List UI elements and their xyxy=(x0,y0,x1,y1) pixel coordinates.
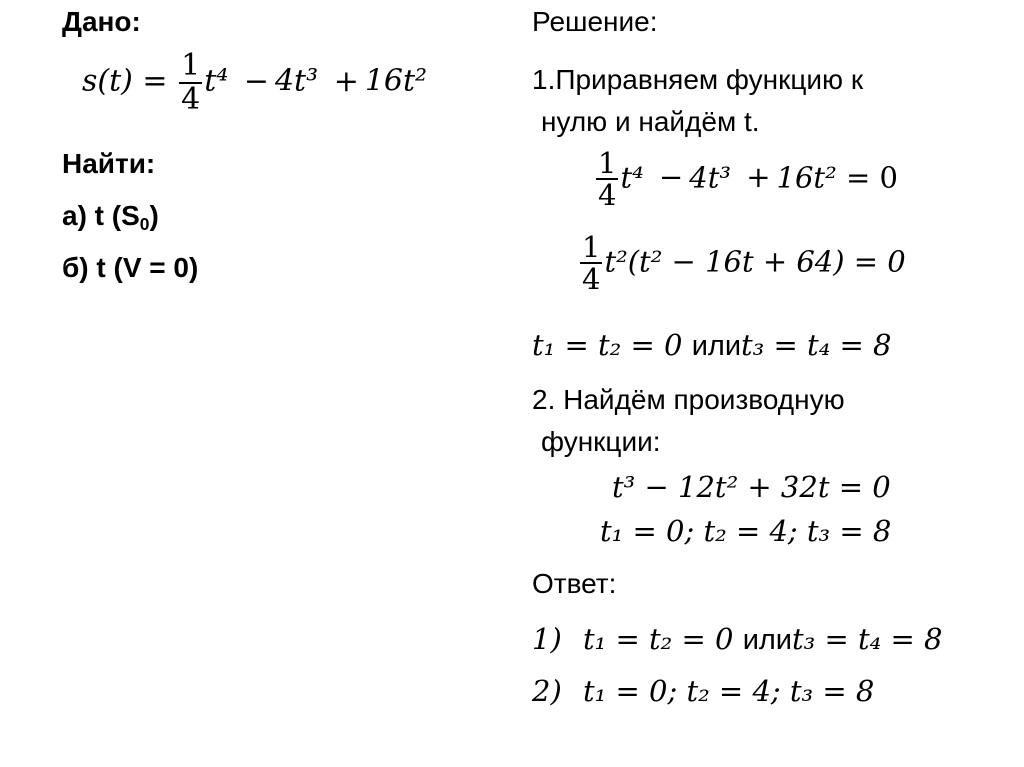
given-term-4t3: 4t³ xyxy=(274,63,319,99)
eq1-term-4t3: 4t³ xyxy=(689,160,731,195)
roots1-b: t₃ = t₄ = 8 xyxy=(741,328,892,362)
eq1-fraction-numerator: 1 xyxy=(598,146,617,180)
eq1-fraction-denominator: 4 xyxy=(598,178,617,213)
solution-heading: Решение: xyxy=(532,6,658,37)
step2-text-line2: функции: xyxy=(541,426,661,457)
step1-text-line1: 1.Приравняем функцию к xyxy=(532,64,864,95)
step2-text-line1: 2. Найдём производную xyxy=(532,384,845,415)
find-item-b: б) t (V = 0) xyxy=(62,252,199,283)
eq1-rhs: = 0 xyxy=(845,160,898,195)
answer-item-1-number: 1) xyxy=(532,622,562,656)
equation-1 xyxy=(594,148,898,211)
eq2-term-t2: t² xyxy=(604,244,628,279)
answer-item-1-a: t₁ = t₂ = 0 xyxy=(582,622,734,656)
eq2-parenthesized: (t² − 16t + 64) = 0 xyxy=(627,244,906,279)
answer-item-1 xyxy=(532,622,943,657)
answer-item-2 xyxy=(532,674,874,708)
answer-item-1-word: или xyxy=(742,624,793,656)
find-item-a xyxy=(62,200,159,232)
answer-item-2-text: t₁ = 0; t₂ = 4; t₃ = 8 xyxy=(582,674,875,708)
find-heading: Найти: xyxy=(62,148,156,179)
equation-2 xyxy=(578,232,906,295)
eq1-plus: + xyxy=(746,160,771,195)
given-plus: + xyxy=(333,63,359,99)
given-fraction-denominator: 4 xyxy=(181,81,201,117)
eq2-fraction-denominator: 4 xyxy=(582,262,601,297)
given-formula-lhs: s(t) = xyxy=(82,63,168,99)
eq1-term-t4: t⁴ xyxy=(620,160,644,195)
equation-3: t³ − 12t² + 32t = 0 xyxy=(612,470,891,504)
given-minus: − xyxy=(243,63,269,99)
given-formula xyxy=(82,50,427,115)
eq1-term-16t2: 16t² xyxy=(776,160,837,195)
roots-line-1 xyxy=(532,328,892,363)
roots-line-2: t₁ = 0; t₂ = 4; t₃ = 8 xyxy=(600,514,892,548)
answer-heading: Ответ: xyxy=(532,568,617,599)
given-heading: Дано: xyxy=(62,6,141,37)
given-fraction xyxy=(179,50,202,115)
find-item-a-close: ) xyxy=(149,200,159,231)
given-term-16t2: 16t² xyxy=(364,63,428,99)
given-fraction-numerator: 1 xyxy=(181,48,201,83)
answer-item-1-b: t₃ = t₄ = 8 xyxy=(792,622,943,656)
roots1-word: или xyxy=(691,330,742,362)
given-term-t4: t⁴ xyxy=(204,63,229,99)
roots1-a: t₁ = t₂ = 0 xyxy=(532,328,683,362)
eq2-fraction xyxy=(580,232,602,295)
step1-text-line2: нулю и найдём t. xyxy=(541,106,760,137)
eq1-minus: − xyxy=(658,160,684,195)
answer-item-2-number: 2) xyxy=(532,674,562,708)
eq2-fraction-numerator: 1 xyxy=(582,230,601,264)
eq1-fraction xyxy=(596,148,618,211)
find-item-a-text: а) t (S xyxy=(62,200,140,231)
find-item-a-subscript: 0 xyxy=(139,213,150,234)
